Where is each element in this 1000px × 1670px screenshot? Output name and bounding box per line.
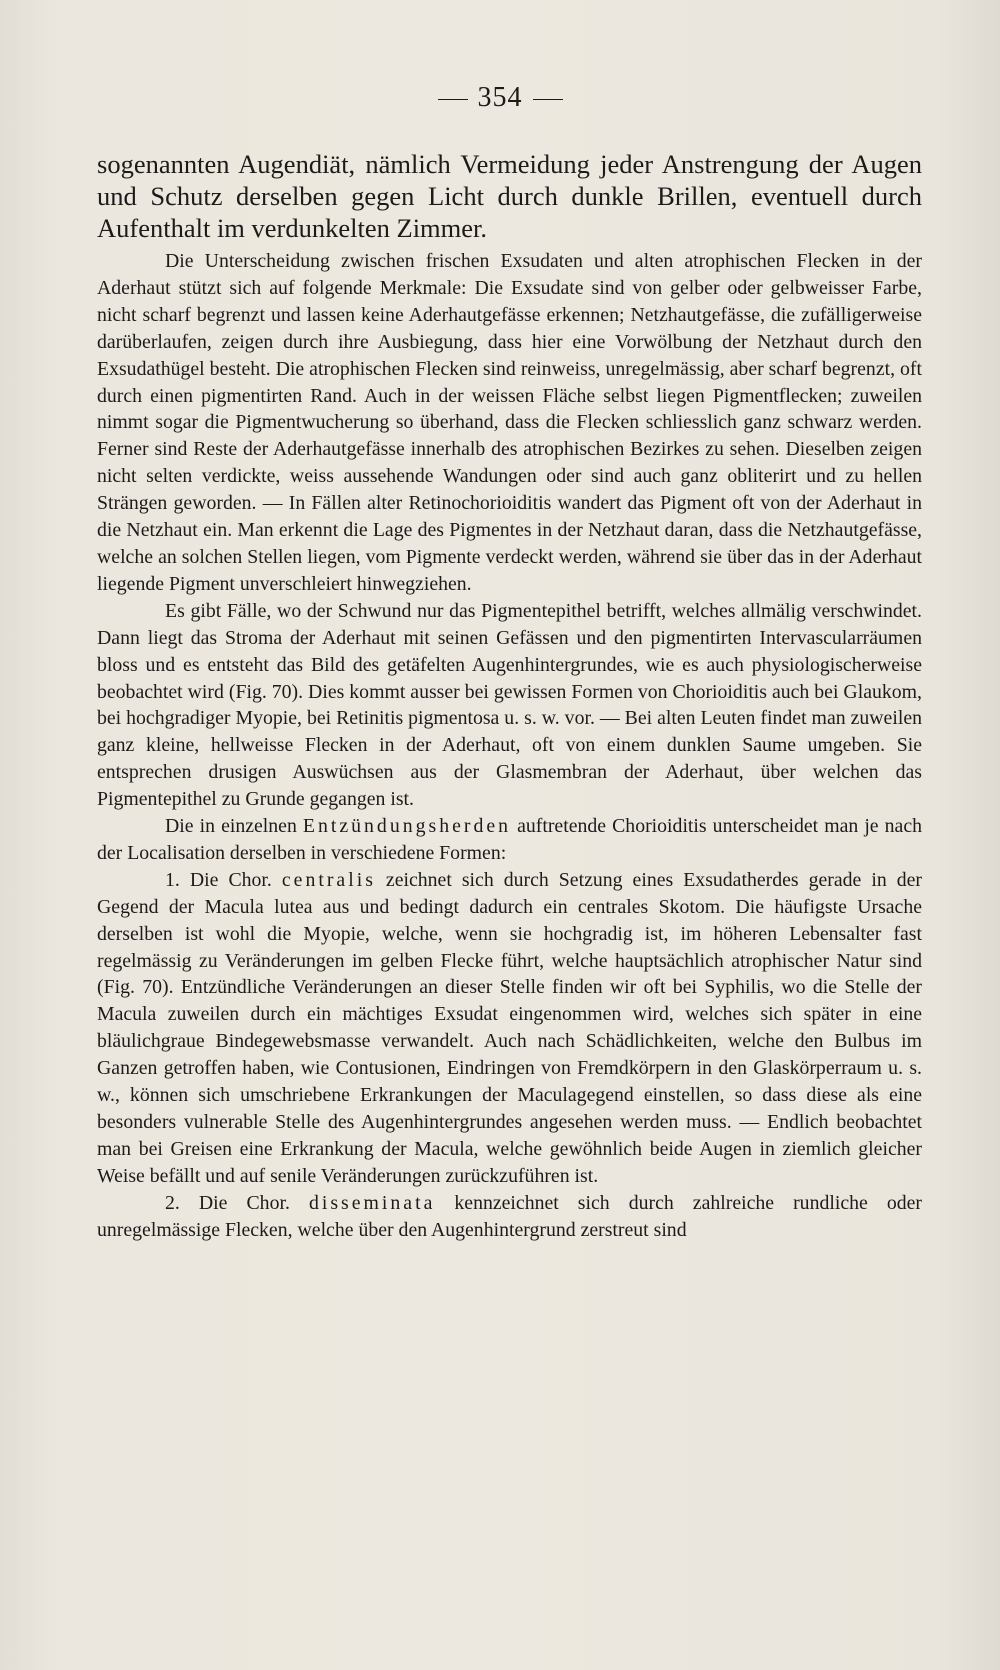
paragraph-text: auftretende Chorioiditis unterscheidet man je nach der Localisation derselben in verschiedene Formen: [97,815,922,864]
page-number: 354 [477,82,523,113]
paragraph-text: 1. Die Chor. [165,868,282,891]
paragraph-text: kennzeichnet sich durch zahlreiche rundliche oder unregelmässige Flecken, welche über den Augenhintergrund zerstreut sind [97,1191,922,1241]
paragraph-text: zeichnet sich durch Setzung eines Exsudatherdes gerade in der Gegend der Macula lutea aus und bedingt dadurch ein centrales Skotom. Die häufigste Ursache derselben ist wohl die Myopie, welche, wenn sie hochgradig ist, im höheren Lebensalter fast regelmässig zu Veränderungen im gelben Flecke führt, welche hauptsächlich atrophischer Natur sind (Fig. 70). Entzündliche Veränderungen an dieser Stelle finden wir oft bei Syphilis, wo die Stelle der Macula zuweilen durch ein mächtiges Exsudat eingenommen wird, welches sich später in eine bläulichgraue Bindegewebsmasse verwandelt. Auch nach Schädlichkeiten, welche den Bulbus im Ganzen getroffen haben, wie Contusionen, Eindringen von Fremdkörpern in den Glaskörperraum u. s. w., können sich umschriebene Erkrankungen der Maculagegend einstellen, so dass diese als eine besonders vulnerable Stelle des Augenhintergrundes angesehen werden muss. — Endlich beobachtet man bei Greisen eine Erkrankung der Macula, welche gewöhnlich beide Augen in ziemlich gleicher Weise befällt und auf senile Veränderungen zurückzuführen ist. [97,868,922,1187]
spaced-term: centralis [281,868,376,891]
paragraph-chor-disseminata [97,1190,922,1244]
paragraph-text: 2. Die Chor. [165,1191,309,1214]
paragraph-pigmentepithel: Es gibt Fälle, wo der Schwund nur das Pigmentepithel betrifft, welches allmälig verschwindet. Dann liegt das Stroma der Aderhaut mit seinen Gefässen und den pigmentirten Intervascularräumen bloss und es entsteht das Bild des getäfelten Augenhintergrundes, wie es auch physiologischerweise beobachtet wird (Fig. 70). Dies kommt ausser bei gewissen Formen von Chorioiditis auch bei Glaukom, bei hochgradiger Myopie, bei Retinitis pigmentosa u. s. w. vor. — Bei alten Leuten findet man zuweilen ganz kleine, hellweisse Flecken in der Aderhaut, oft von einem dunklen Saume umgeben. Sie entsprechen drusigen Auswüchsen aus der Glasmembran der Aderhaut, über welchen das Pigmentepithel zu Grunde gegangen ist. [97,599,922,811]
paragraph-text: Die in einzelnen [165,815,303,838]
spaced-term: Entzündungsherden [302,815,512,838]
spaced-term: disseminata [308,1191,436,1214]
dash-left [438,99,468,100]
page-number-header [0,82,1000,114]
main-text [97,148,922,1244]
paragraph-entzuendungsherde [97,813,922,867]
dash-right [533,99,563,100]
paragraph-chor-centralis [97,867,922,1190]
intro-paragraph: sogenannten Augendiät, nämlich Vermeidung jeder Anstrengung der Augen und Schutz derselben gegen Licht durch dunkle Brillen, eventuell durch Aufenthalt im verdunkelten Zimmer. [97,149,922,243]
paragraph-exsudate: Die Unterscheidung zwischen frischen Exsudaten und alten atrophischen Flecken in der Aderhaut stützt sich auf folgende Merkmale: Die Exsudate sind von gelber oder gelbweisser Farbe, nicht scharf begrenzt und lassen keine Aderhautgefässe erkennen; Netzhautgefässe, die zufälligerweise darüberlaufen, zeigen durch ihre Ausbiegung, dass hier eine Vorwölbung der Netzhaut durch den Exsudathügel besteht. Die atrophischen Flecken sind reinweiss, unregelmässig, aber scharf begrenzt, oft durch einen pigmentirten Rand. Auch in der weissen Fläche selbst liegen Pigmentflecken; zuweilen nimmt sogar die Pigmentwucherung so überhand, dass die Flecken schliesslich ganz schwarz werden. Ferner sind Reste der Aderhautgefässe innerhalb des atrophischen Bezirkes zu sehen. Dieselben zeigen nicht selten verdickte, weiss aussehende Wandungen oder sind auch ganz obliterirt und zu hellen Strängen geworden. — In Fällen alter Retinochorioiditis wandert das Pigment oft von der Aderhaut in die Netzhaut ein. Man erkennt die Lage des Pigmentes in der Netzhaut daran, dass die Netzhautgefässe, welche an solchen Stellen liegen, vom Pigmente verdeckt werden, während sie über das in der Aderhaut liegende Pigment unverschleiert hinwegziehen. [97,250,922,595]
